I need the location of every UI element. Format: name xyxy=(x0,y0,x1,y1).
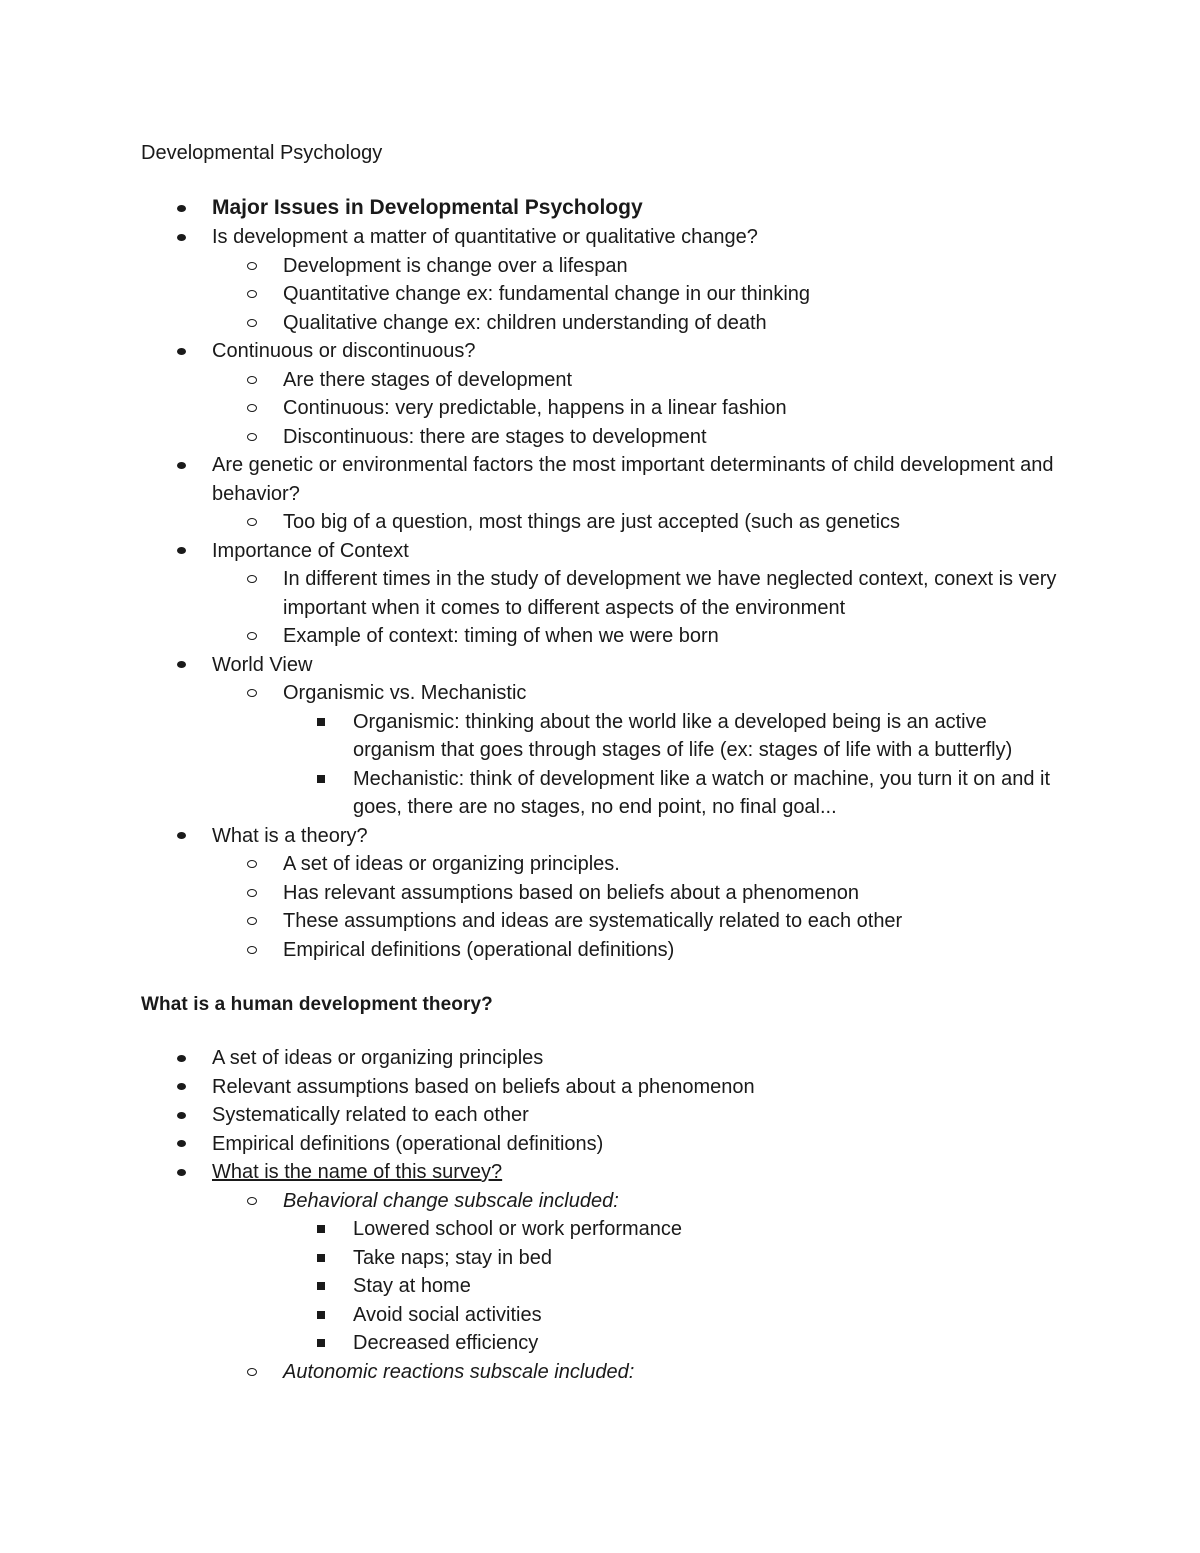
list-item-text: Systematically related to each other xyxy=(212,1104,529,1126)
document-title: Developmental Psychology xyxy=(141,142,383,164)
circle-bullet-icon xyxy=(247,679,257,708)
list-item xyxy=(141,1301,1061,1330)
list-item xyxy=(141,193,1061,223)
square-bullet-icon xyxy=(317,1244,325,1273)
list-item xyxy=(141,1244,1061,1273)
list-item xyxy=(141,337,1061,366)
section-heading: What is a human development theory? xyxy=(141,994,493,1015)
list-item xyxy=(141,879,1061,908)
square-bullet-icon xyxy=(317,1301,325,1330)
circle-bullet-icon xyxy=(247,309,257,338)
list-item-text: Relevant assumptions based on beliefs about a phenomenon xyxy=(212,1075,755,1098)
list-item xyxy=(141,451,1061,508)
list-item xyxy=(141,1358,1061,1387)
list-item-text: Continuous or discontinuous? xyxy=(212,340,476,362)
square-bullet-icon xyxy=(317,765,325,794)
list-item-text: Discontinuous: there are stages to development xyxy=(283,425,707,448)
list-item-text: Quantitative change ex: fundamental change in our thinking xyxy=(283,283,811,305)
list-item-text: What is a theory? xyxy=(212,824,368,847)
notes-list-major-issues xyxy=(141,193,1061,964)
list-item-text: Is development a matter of quantitative or qualitative change? xyxy=(212,226,758,248)
circle-bullet-icon xyxy=(247,252,257,281)
document-page xyxy=(141,138,1061,1386)
list-item-text: Avoid social activities xyxy=(353,1303,542,1326)
disc-bullet-icon xyxy=(177,1130,186,1159)
list-item xyxy=(141,936,1061,965)
list-item-text: Behavioral change subscale included: xyxy=(283,1189,619,1212)
disc-bullet-icon xyxy=(177,1101,186,1130)
list-item-text: Qualitative change ex: children understanding of death xyxy=(283,311,767,334)
list-item xyxy=(141,1329,1061,1358)
list-item xyxy=(141,651,1061,680)
list-item-text: In different times in the study of development we have neglected context, conext is very important when it comes to different aspects of the environment xyxy=(283,568,1057,619)
list-item xyxy=(141,1215,1061,1244)
list-item xyxy=(141,1130,1061,1159)
list-item-text: These assumptions and ideas are systematically related to each other xyxy=(283,910,903,932)
list-item xyxy=(141,765,1061,822)
list-item xyxy=(141,366,1061,395)
list-item-text: A set of ideas or organizing principles xyxy=(212,1047,544,1069)
square-bullet-icon xyxy=(317,1215,325,1244)
circle-bullet-icon xyxy=(247,622,257,651)
list-item xyxy=(141,1101,1061,1130)
list-item-text: Autonomic reactions subscale included: xyxy=(283,1360,635,1383)
list-item-text: Development is change over a lifespan xyxy=(283,254,628,277)
list-item xyxy=(141,537,1061,566)
list-item-text: Example of context: timing of when we were born xyxy=(283,625,719,647)
circle-bullet-icon xyxy=(247,907,257,936)
disc-bullet-icon xyxy=(177,537,186,566)
circle-bullet-icon xyxy=(247,565,257,594)
square-bullet-icon xyxy=(317,1329,325,1358)
list-item xyxy=(141,822,1061,851)
list-item-text: Are there stages of development xyxy=(283,368,573,391)
list-item-text: World View xyxy=(212,653,313,676)
list-item xyxy=(141,1158,1061,1187)
list-item-text: Empirical definitions (operational definitions) xyxy=(212,1132,604,1155)
circle-bullet-icon xyxy=(247,280,257,309)
list-item-text: Lowered school or work performance xyxy=(353,1218,683,1240)
list-item xyxy=(141,565,1061,622)
notes-list-human-development-theory xyxy=(141,1044,1061,1386)
disc-bullet-icon xyxy=(177,822,186,851)
square-bullet-icon xyxy=(317,708,325,737)
list-item xyxy=(141,1073,1061,1102)
disc-bullet-icon xyxy=(177,1158,186,1187)
list-item xyxy=(141,508,1061,537)
list-item xyxy=(141,1044,1061,1073)
list-item xyxy=(141,309,1061,338)
circle-bullet-icon xyxy=(247,508,257,537)
disc-bullet-icon xyxy=(177,1044,186,1073)
list-item xyxy=(141,394,1061,423)
list-item-text: A set of ideas or organizing principles. xyxy=(283,853,620,875)
circle-bullet-icon xyxy=(247,1358,257,1387)
list-item xyxy=(141,850,1061,879)
disc-bullet-icon xyxy=(177,223,186,252)
circle-bullet-icon xyxy=(247,394,257,423)
list-item xyxy=(141,252,1061,281)
list-item-text: Take naps; stay in bed xyxy=(353,1246,553,1269)
list-item-text: Too big of a question, most things are just accepted (such as genetics xyxy=(283,511,901,533)
list-item xyxy=(141,280,1061,309)
circle-bullet-icon xyxy=(247,850,257,879)
list-item xyxy=(141,622,1061,651)
circle-bullet-icon xyxy=(247,1187,257,1216)
disc-bullet-icon xyxy=(177,1073,186,1102)
circle-bullet-icon xyxy=(247,936,257,965)
disc-bullet-icon xyxy=(177,651,186,680)
list-item-text: Decreased efficiency xyxy=(353,1332,539,1354)
circle-bullet-icon xyxy=(247,423,257,452)
list-item-text: Importance of Context xyxy=(212,539,409,562)
list-item-text: Mechanistic: think of development like a watch or machine, you turn it on and it goes, there are no stages, no end point, no final goal... xyxy=(353,767,1051,818)
circle-bullet-icon xyxy=(247,879,257,908)
list-item xyxy=(141,679,1061,708)
list-item-text: Major Issues in Developmental Psychology xyxy=(212,196,643,219)
list-item xyxy=(141,1187,1061,1216)
disc-bullet-icon xyxy=(177,193,186,223)
list-item-text: Empirical definitions (operational definitions) xyxy=(283,938,675,961)
list-item xyxy=(141,907,1061,936)
list-item xyxy=(141,223,1061,252)
list-item-text: Organismic: thinking about the world like a developed being is an active organism that goes through stages of life (ex: stages of life with a butterfly) xyxy=(353,710,1013,761)
list-item xyxy=(141,423,1061,452)
square-bullet-icon xyxy=(317,1272,325,1301)
disc-bullet-icon xyxy=(177,451,186,480)
circle-bullet-icon xyxy=(247,366,257,395)
list-item-text: What is the name of this survey? xyxy=(212,1161,503,1183)
list-item-text: Are genetic or environmental factors the most important determinants of child development and behavior? xyxy=(212,454,1054,505)
list-item xyxy=(141,708,1061,765)
list-item-text: Stay at home xyxy=(353,1275,471,1297)
disc-bullet-icon xyxy=(177,337,186,366)
list-item-text: Has relevant assumptions based on beliefs about a phenomenon xyxy=(283,881,859,904)
list-item xyxy=(141,1272,1061,1301)
list-item-text: Organismic vs. Mechanistic xyxy=(283,682,527,704)
list-item-text: Continuous: very predictable, happens in a linear fashion xyxy=(283,397,787,419)
